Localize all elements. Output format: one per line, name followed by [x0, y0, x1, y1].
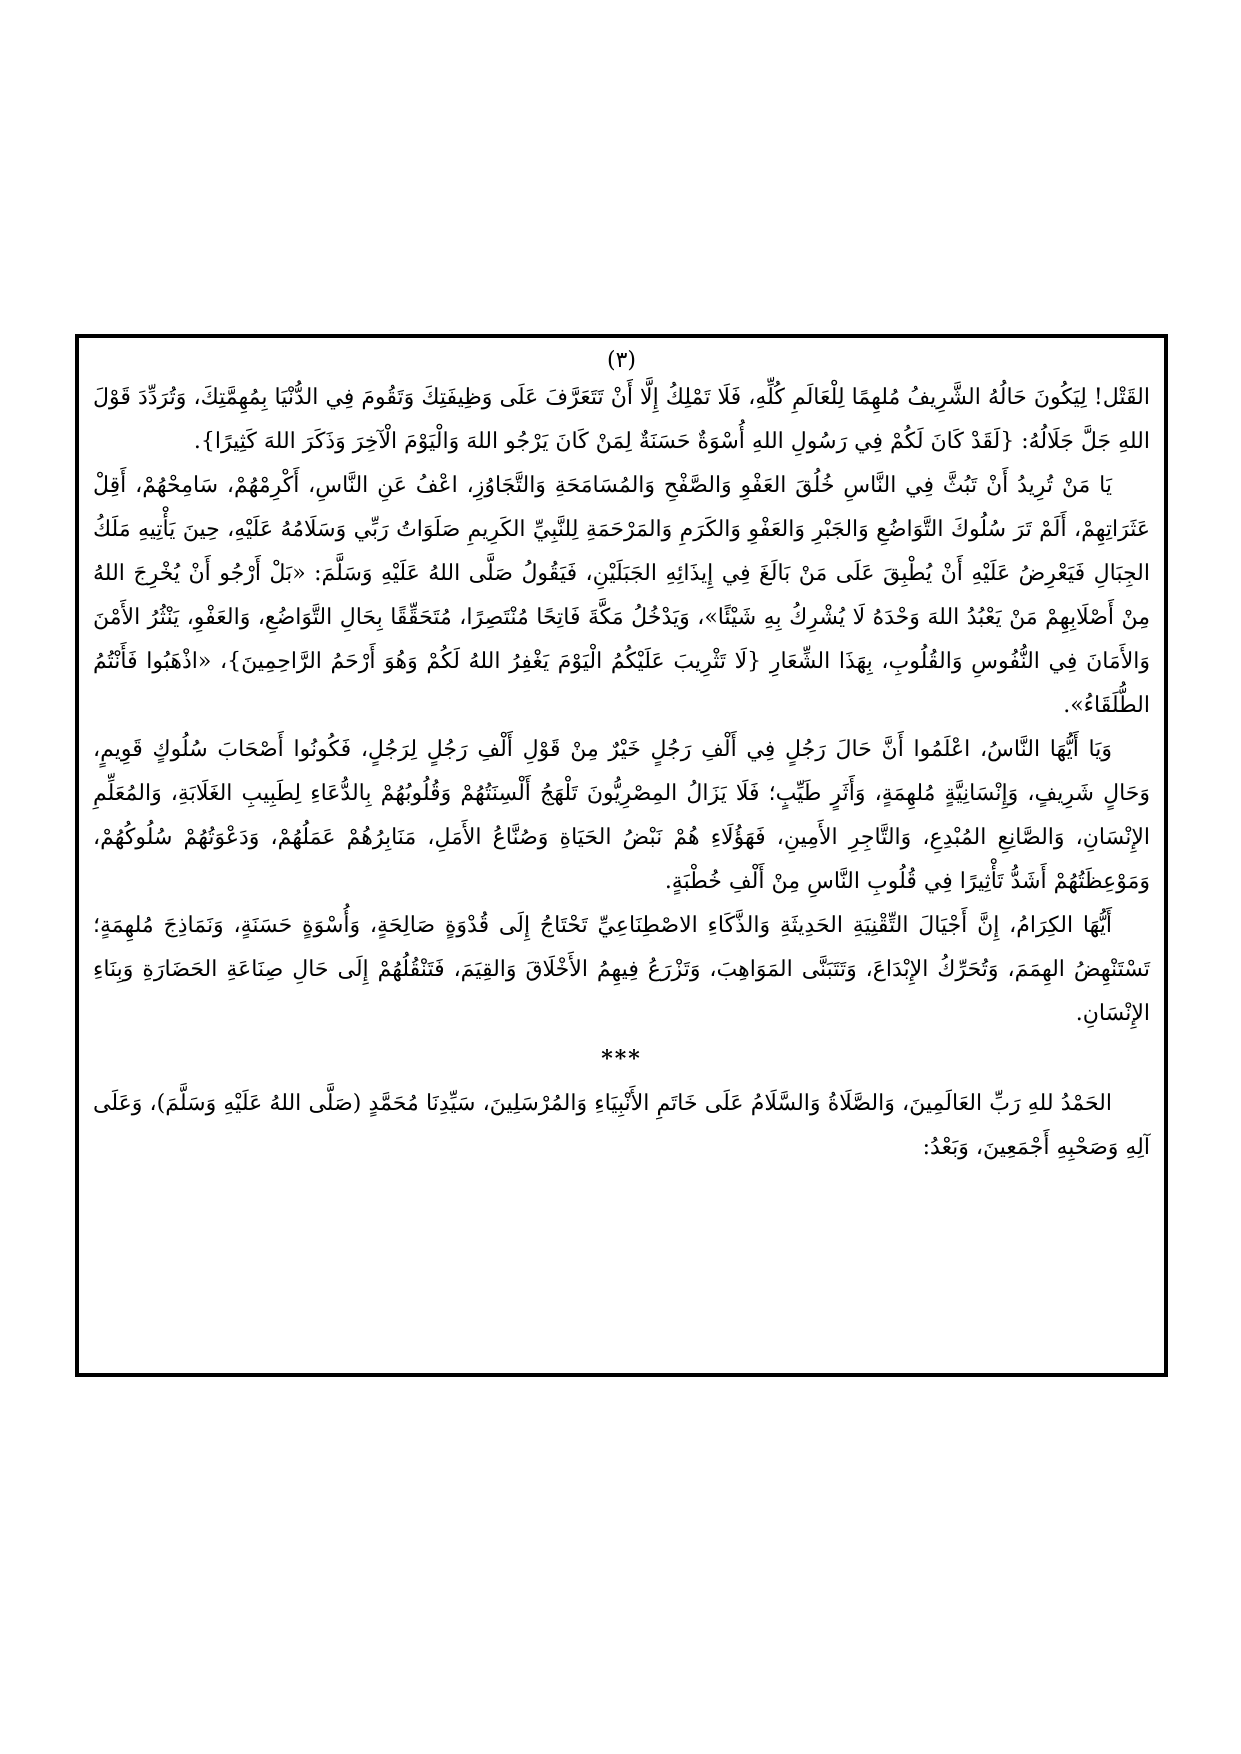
closing-paragraph: الحَمْدُ للهِ رَبِّ العَالَمِينَ، وَالصَّلَاةُ وَالسَّلَامُ عَلَى خَاتَمِ الأَنْبِيَاءِ وَالمُرْسَلِينَ، سَيِّدِنَا مُحَمَّدٍ (صَلَّى اللهُ عَلَيْهِ وَسَلَّمَ)، وَعَلَى آلِهِ وَصَحْبِهِ أَجْمَعِينَ، وَبَعْدُ:	[93, 1091, 1150, 1160]
page-frame	[75, 334, 1168, 1377]
paragraph-1: القَتْل! لِيَكُونَ حَالُهُ الشَّرِيفُ مُلهِمًا لِلْعَالَمِ كُلِّهِ، فَلَا تَمْلِكُ إِلَّا أَنْ تَتَعَرَّفَ عَلَى وَظِيفَتِكَ وَتَقُومَ فِي الدُّنْيَا بِمُهِمَّتِكَ، وَتُرَدِّدَ قَوْلَ اللهِ جَلَّ جَلَالُهُ: {لَقَدْ كَانَ لَكُمْ فِي رَسُولِ اللهِ أُسْوَةٌ حَسَنَةٌ لِمَنْ كَانَ يَرْجُو اللهَ وَالْيَوْمَ الْآخِرَ وَذَكَرَ اللهَ كَثِيرًا}.	[93, 385, 1150, 454]
section-separator: ***	[601, 1046, 642, 1072]
paragraph-2: يَا مَنْ تُرِيدُ أَنْ تَبُثَّ فِي النَّاسِ خُلُقَ العَفْوِ وَالصَّفْحِ وَالمُسَامَحَةِ وَالتَّجَاوُزِ، اعْفُ عَنِ النَّاسِ، أَكْرِمْهُمْ، سَامِحْهُمْ، أَقِلْ عَثَرَاتِهِمْ، أَلَمْ تَرَ سُلُوكَ التَّوَاضُعِ وَالجَبْرِ وَالعَفْوِ وَالكَرَمِ وَالمَرْحَمَةِ لِلنَّبِيِّ الكَرِيمِ صَلَوَاتُ رَبِّي وَسَلَامُهُ عَلَيْهِ، حِينَ يَأْتِيهِ مَلَكُ الجِبَالِ فَيَعْرِضُ عَلَيْهِ أَنْ يُطْبِقَ عَلَى مَنْ بَالَغَ فِي إِيذَائِهِ الجَبَلَيْنِ، فَيَقُولُ صَلَّى اللهُ عَلَيْهِ وَسَلَّمَ: «بَلْ أَرْجُو أَنْ يُخْرِجَ اللهُ مِنْ أَصْلَابِهِمْ مَنْ يَعْبُدُ اللهَ وَحْدَهُ لَا يُشْرِكُ بِهِ شَيْئًا»، وَيَدْخُلُ مَكَّةَ فَاتِحًا مُنْتَصِرًا، مُتَحَقِّقًا بِحَالِ التَّوَاضُعِ، وَالعَفْوِ، يَنْثُرُ الأَمْنَ وَالأَمَانَ فِي النُّفُوسِ وَالقُلُوبِ، بِهَذَا الشِّعَارِ {لَا تَثْرِيبَ عَلَيْكُمُ الْيَوْمَ يَغْفِرُ اللهُ لَكُمْ وَهُوَ أَرْحَمُ الرَّاحِمِينَ}، «اذْهَبُوا فَأَنْتُمُ الطُّلَقَاءُ».	[93, 473, 1150, 718]
paragraph-4: أَيُّهَا الكِرَامُ، إِنَّ أَجْيَالَ التِّقْنِيَةِ الحَدِيثَةِ وَالذَّكَاءِ الاصْطِنَاعِيِّ تَحْتَاجُ إِلَى قُدْوَةٍ صَالِحَةٍ، وَأُسْوَةٍ حَسَنَةٍ، وَنَمَاذِجَ مُلهِمَةٍ؛ تَسْتَنْهِضُ الهِمَمَ، وَتُحَرِّكُ الإِبْدَاعَ، وَتَتَبَنَّى المَوَاهِبَ، وَتَزْرَعُ فِيهِمُ الأَخْلَاقَ وَالقِيَمَ، فَتَنْقُلُهُمْ إِلَى حَالِ صِنَاعَةِ الحَضَارَةِ وَبِنَاءِ الإِنْسَانِ.	[93, 913, 1150, 1026]
paragraph-3: وَيَا أَيُّهَا النَّاسُ، اعْلَمُوا أَنَّ حَالَ رَجُلٍ فِي أَلْفِ رَجُلٍ خَيْرٌ مِنْ قَوْلِ أَلْفِ رَجُلٍ لِرَجُلٍ، فَكُونُوا أَصْحَابَ سُلُوكٍ قَوِيمٍ، وَحَالٍ شَرِيفٍ، وَإِنْسَانِيَّةٍ مُلهِمَةٍ، وَأَثَرٍ طَيِّبٍ؛ فَلَا يَزَالُ المِصْرِيُّونَ تَلْهَجُ أَلْسِنَتُهُمْ وَقُلُوبُهُمْ بِالدُّعَاءِ لِطَبِيبِ الغَلَابَةِ، وَالمُعَلِّمِ الإِنْسَانِ، وَالصَّانِعِ المُبْدِعِ، وَالتَّاجِرِ الأَمِينِ، فَهَؤُلَاءِ هُمْ نَبْضُ الحَيَاةِ وَصُنَّاعُ الأَمَلِ، مَنَابِرُهُمْ عَمَلُهُمْ، وَدَعْوَتُهُمْ سُلُوكُهُمْ، وَمَوْعِظَتُهُمْ أَشَدُّ تَأْثِيرًا فِي قُلُوبِ النَّاسِ مِنْ أَلْفِ خُطْبَةٍ.	[93, 737, 1150, 894]
page-number: (٣)	[606, 348, 636, 373]
